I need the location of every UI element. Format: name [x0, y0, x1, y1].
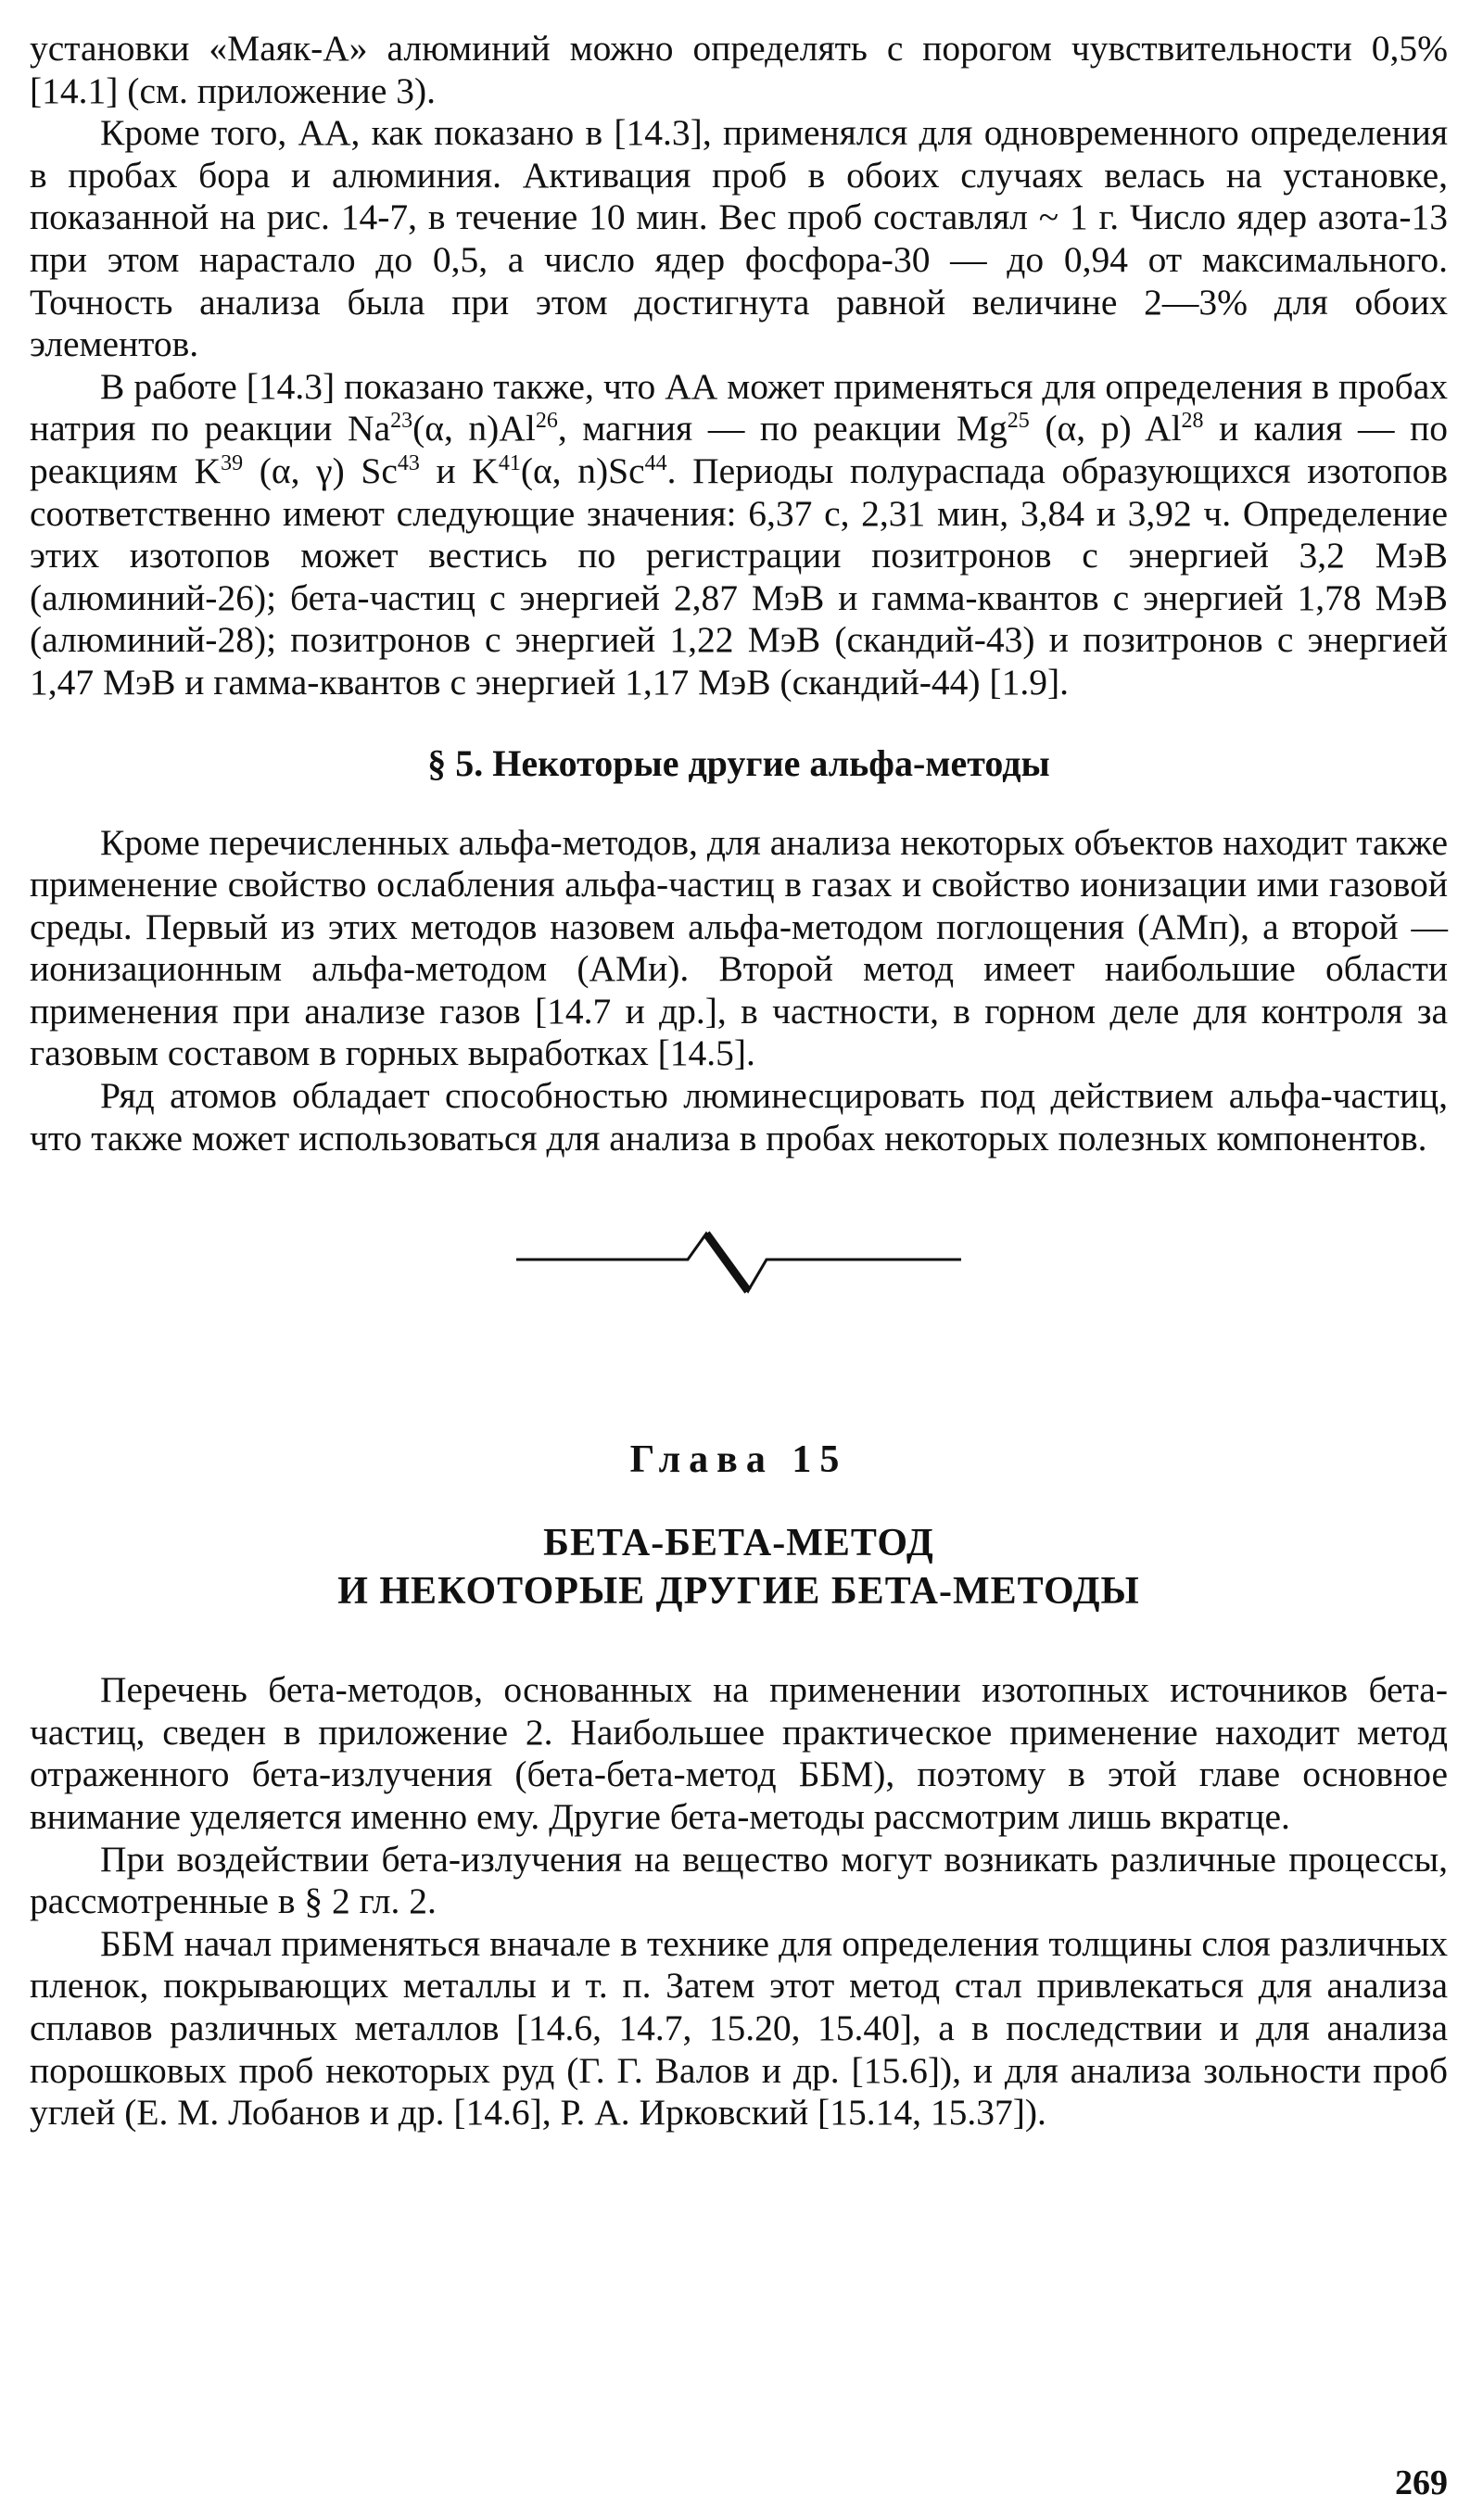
chapter-body [30, 1669, 1448, 2134]
chapter-label: Глава 15 [629, 1438, 848, 1482]
paragraph-alpha-methods: Кроме перечисленных альфа-методов, для анализа некоторых объектов находит также применение свойство ослабления альфа-частиц в газах и свойство ионизации ими газовой среды. Первый из этих методов назовем альфа-методом поглощения (АМп), а второй — ионизационным альфа-методом (АМи). Второй метод имеет наибольшие области применения при анализе газов [14.7 и др.], в частности, в горном деле для контроля за газовым составом в горных выработках [14.5]. [30, 821, 1448, 1074]
paragraph-reactions: В работе [14.3] показано также, что АА может применяться для определения в пробах натрия по реакции Na$^{23}$(α, n)Al$^{26}$, магния — по реакции Mg$^{25}$ (α, p) Al$^{28}$ и калия — по реакциям $K^{39}$ (α, γ) Sc$^{43}$ и $K^{41}(\alpha$, n)Sc$^{44}$. Периоды полураспада образующихся изотопов соответственно имеют следующие значения: 6,37 с, 2,31 мин, 3,84 и 3,92 ч. Определение этих изотопов может вестись по регистрации позитронов с энергией 3,2 МэВ (алюминий-26); бета-частиц с энергией 2,87 МэВ и гамма-квантов с энергией 1,78 МэВ (алюминий-28); позитронов с энергией 1,22 МэВ (скандий-43) и позитронов с энергией 1,47 МэВ и гамма-квантов с энергией 1,17 МэВ (скандий-44) [1.9]. [30, 365, 1448, 703]
paragraph-beta-processes: При воздействии бета-излучения на вещество могут возникать различные процессы, рассмотренные в § 2 гл. 2. [30, 1838, 1448, 1922]
paragraph-simultaneous-determination: Кроме того, АА, как показано в [14.3], применялся для одновременного определения в пробах бора и алюминия. Активация проб в обоих случаях велась на установке, показанной на рис. 14-7, в течение 10 мин. Вес проб составлял ~ 1 г. Число ядер азота-13 при этом нарастало до 0,5, а число ядер фосфора-30 — до 0,94 от максимального. Точность анализа была при этом достигнута равной величине 2—3% для обоих элементов. [30, 112, 1448, 365]
chapter-title-line-1: БЕТА-БЕТА-МЕТОД [543, 1522, 934, 1565]
paragraph-luminescence: Ряд атомов обладает способностью люминесцировать под действием альфа-частиц, что также может использоваться для анализа в пробах некоторых полезных компонентов. [30, 1075, 1448, 1159]
page-content [30, 28, 1448, 2134]
chapter-title [30, 1519, 1448, 1615]
paragraph-beta-methods-list: Перечень бета-методов, основанных на применении изотопных источников бета-частиц, сведен в приложение 2. Наибольшее практическое применение находит метод отраженного бета-излучения (бета-бета-метод ББМ), поэтому в этой главе основное внимание уделяется именно ему. Другие бета-методы рассмотрим лишь вкратце. [30, 1669, 1448, 1838]
section-end-ornament [516, 1215, 961, 1298]
paragraph-continuation: установки «Маяк-А» алюминий можно определять с порогом чувствительности 0,5% [14.1] (см. приложение 3). [30, 28, 1448, 111]
page-number: 269 [1395, 2463, 1448, 2502]
paragraph-bbm-history: ББМ начал применяться вначале в технике для определения толщины слоя различных пленок, покрывающих металлы и т. п. Затем этот метод стал привлекаться для анализа сплавов различных металлов [14.6, 14.7, 15.20, 15.40], а в последствии и для анализа порошковых проб некоторых руд (Г. Г. Валов и др. [15.6]), и для анализа зольности проб углей (Е. М. Лобанов и др. [14.6], Р. А. Ирковский [15.14, 15.37]). [30, 1922, 1448, 2134]
section-heading: § 5. Некоторые другие альфа-методы [427, 741, 1050, 784]
chapter-title-line-2: И НЕКОТОРЫЕ ДРУГИЕ БЕТА-МЕТОДЫ [337, 1570, 1140, 1614]
